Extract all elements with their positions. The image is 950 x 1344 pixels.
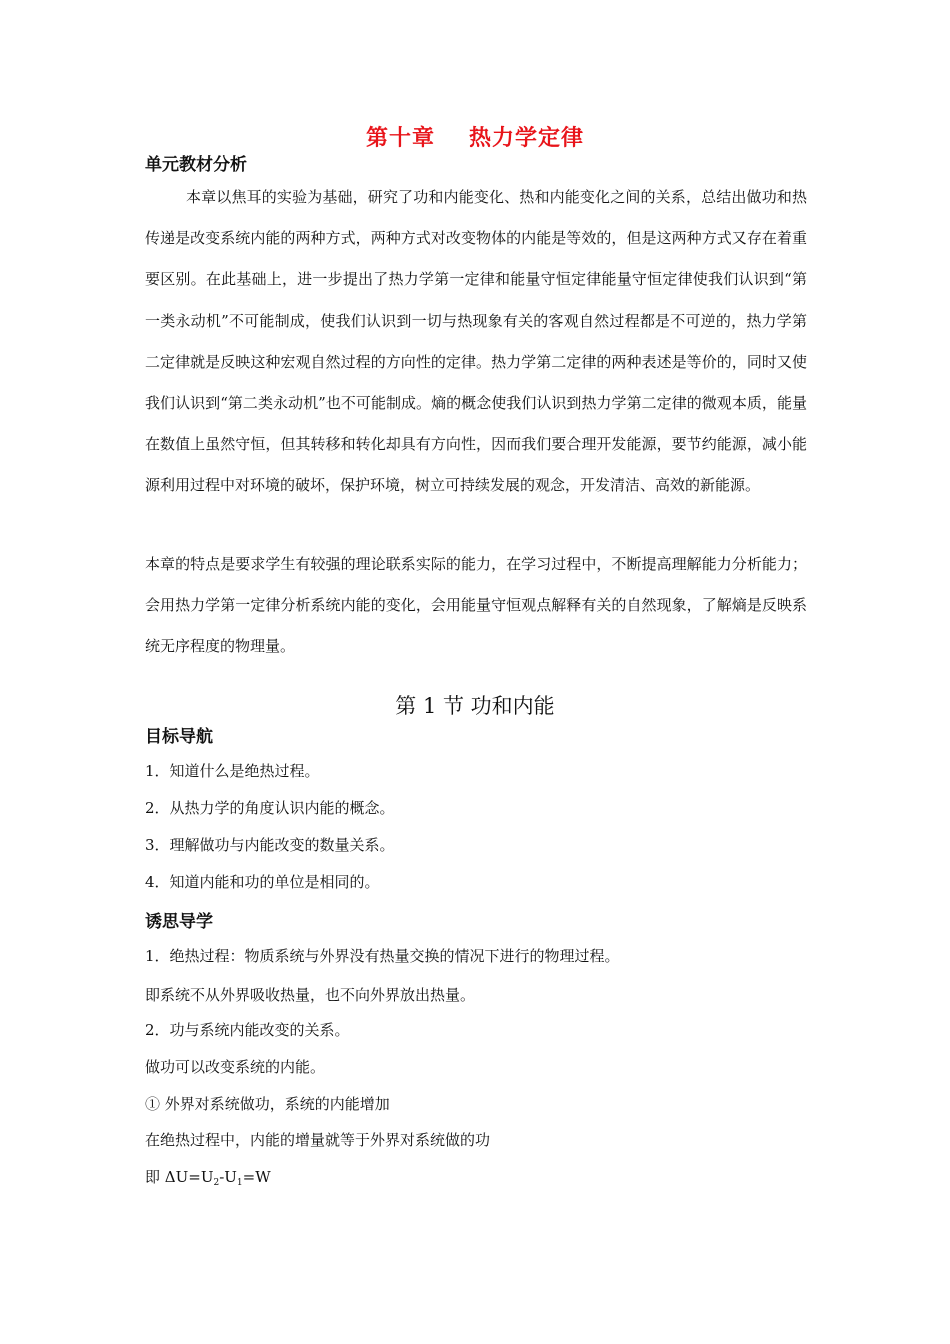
goal-item: 2．从热力学的角度认识内能的概念。 xyxy=(145,799,395,817)
guided-line: 2．功与系统内能改变的关系。 xyxy=(145,1021,350,1039)
formula-line xyxy=(145,1166,271,1188)
guided-line: 即系统不从外界吸收热量，也不向外界放出热量。 xyxy=(145,986,476,1004)
formula-subscript-2: 2 xyxy=(213,1178,220,1188)
section-title: 第 1 节 功和内能 xyxy=(395,694,555,718)
formula-rhs: =W xyxy=(242,1168,271,1186)
formula-mid: -U xyxy=(219,1168,237,1186)
formula-lhs: ΔU=U xyxy=(164,1168,214,1186)
guided-line: 在绝热过程中，内能的增量就等于外界对系统做的功 xyxy=(145,1131,491,1149)
chapter-number: 第十章 xyxy=(365,126,435,151)
unit-analysis-heading: 单元教材分析 xyxy=(145,155,247,175)
formula-subscript-1: 1 xyxy=(236,1178,243,1188)
unit-analysis-paragraph-2: 本章的特点是要求学生有较强的理论联系实际的能力，在学习过程中，不断提高理解能力分析能力；会用热力学第一定律分析系统内能的变化，会用能量守恒观点解释有关的自然现象，了解熵是反映系统无序程度的物理量。 xyxy=(145,555,807,656)
guided-line: 1．绝热过程：物质系统与外界没有热量交换的情况下进行的物理过程。 xyxy=(145,947,620,965)
guided-line: ① 外界对系统做功，系统的内能增加 xyxy=(145,1095,390,1113)
formula-prefix: 即 xyxy=(145,1168,165,1186)
chapter-title xyxy=(0,121,950,152)
goals-heading: 目标导航 xyxy=(145,727,213,747)
unit-analysis-paragraph-1: 本章以焦耳的实验为基础，研究了功和内能变化、热和内能变化之间的关系，总结出做功和热传递是改变系统内能的两种方式，两种方式对改变物体的内能是等效的，但是这两种方式又存在着重要区别。在此基础上，进一步提出了热力学第一定律和能量守恒定律能量守恒定律使我们认识到“第一类永动机”不可能制成，使我们认识到一切与热现象有关的客观自然过程都是不可逆的，热力学第二定律就是反映这种宏观自然过程的方向性的定律。热力学第二定律的两种表述是等价的，同时又使我们认识到“第二类永动机”也不可能制成。熵的概念使我们认识到热力学第二定律的微观本质，能量在数值上虽然守恒，但其转移和转化却具有方向性，因而我们要合理开发能源，要节约能源，减小能源利用过程中对环境的破坏，保护环境，树立可持续发展的观念，开发清洁、高效的新能源。 xyxy=(145,188,807,495)
goal-item: 3．理解做功与内能改变的数量关系。 xyxy=(145,836,395,854)
guided-line: 做功可以改变系统的内能。 xyxy=(145,1058,326,1076)
goal-item: 4．知道内能和功的单位是相同的。 xyxy=(145,873,380,891)
goal-item: 1．知道什么是绝热过程。 xyxy=(145,762,320,780)
chapter-name: 热力学定律 xyxy=(469,126,585,151)
guided-heading: 诱思导学 xyxy=(145,912,213,932)
